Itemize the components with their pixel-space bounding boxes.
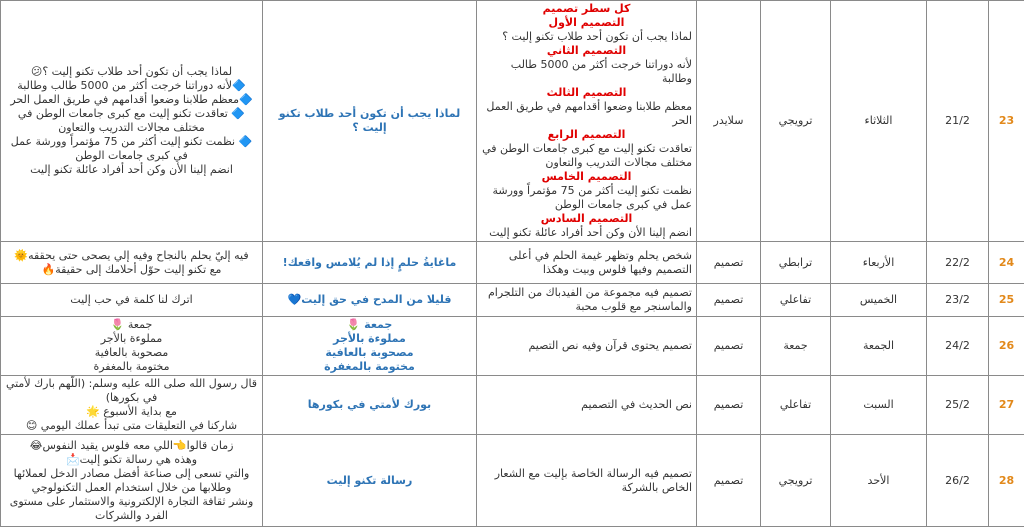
post-text-line: اترك لنا كلمة في حب إليت <box>5 293 258 307</box>
post-text-line: 🔷 تعاقدت تكنو إليت مع كبرى جامعات الوطن في مختلف مجالات التدريب والتعاون <box>5 107 258 135</box>
post-title-cell <box>263 376 477 435</box>
post-title-line: مصحوبة بالعافية <box>267 346 472 360</box>
day-cell-text: الجمعة <box>863 339 894 352</box>
post-text-line: مع بداية الأسبوع 🌟 <box>5 405 258 419</box>
content-type-cell <box>697 435 761 527</box>
kind-cell-text: ترويجي <box>779 474 813 487</box>
date-cell-text: 25/2 <box>945 398 970 411</box>
design-text: لماذا يجب أن تكون أحد طلاب تكنو إليت ؟ <box>481 30 692 44</box>
post-text-line: انضم إلينا الأن وكن أحد أفراد عائلة تكنو إليت <box>5 163 258 177</box>
post-text-line: شاركنا في التعليقات متى تبدأ عملك اليومي 😊 <box>5 419 258 433</box>
content-type-cell <box>697 242 761 284</box>
date-cell-text: 24/2 <box>945 339 970 352</box>
kind-cell-text: تفاعلي <box>780 293 811 306</box>
kind-cell-text: ترويجي <box>779 114 813 127</box>
post-text-line: ونشر ثقافة التجارة الإلكترونية والاستثمار على مستوى الفرد والشركات <box>5 495 258 523</box>
design-description-cell <box>477 242 697 284</box>
day-cell-text: الخميس <box>860 293 897 306</box>
date-cell <box>927 435 989 527</box>
design-heading: كل سطر تصميم <box>481 2 692 16</box>
day-cell <box>831 376 927 435</box>
day-cell-text: السبت <box>863 398 893 411</box>
post-text-line: فيه إليّ يحلم بالنجاح وفيه إلي يصحى حتى يحققه🌞 <box>5 249 258 263</box>
post-title-cell <box>263 284 477 317</box>
kind-cell-text: ترابطي <box>779 256 812 269</box>
kind-cell <box>761 317 831 376</box>
day-cell <box>831 284 927 317</box>
row-number-text: 26 <box>999 339 1014 352</box>
row-number <box>989 317 1024 376</box>
post-text-line: مختومة بالمغفرة <box>5 360 258 374</box>
row-number-text: 27 <box>999 398 1014 411</box>
post-title: بورك لأمتي في بكورها <box>308 398 431 411</box>
design-heading: التصميم الرابع <box>481 128 692 142</box>
date-cell <box>927 317 989 376</box>
design-text: لأنه دوراتنا خرجت أكثر من 5000 طالب وطالبة <box>481 58 692 86</box>
kind-cell <box>761 376 831 435</box>
table-row <box>1 284 1024 317</box>
post-title-line: مملوءة بالأجر <box>267 332 472 346</box>
table-row <box>1 242 1024 284</box>
design-description-cell <box>477 1 697 242</box>
kind-cell <box>761 1 831 242</box>
design-text: تصميم فيه الرسالة الخاصة بإليت مع الشعار الخاص بالشركة <box>481 467 692 495</box>
table-row <box>1 1 1024 242</box>
table-row <box>1 435 1024 527</box>
design-heading: التصميم الثاني <box>481 44 692 58</box>
kind-cell <box>761 284 831 317</box>
design-text: معظم طلابنا وضعوا أقدامهم في طريق العمل الحر <box>481 100 692 128</box>
post-title: ماغايةُ حلمٍ إذا لم يُلامس واقعك! <box>283 256 457 269</box>
kind-cell <box>761 242 831 284</box>
post-title: لماذا يجب أن تكون أحد طلاب تكنو إليت ؟ <box>279 107 460 134</box>
post-title: رسالة تكنو إليت <box>327 474 413 487</box>
design-text: تعاقدت تكنو إليت مع كبرى جامعات الوطن في مختلف مجالات التدريب والتعاون <box>481 142 692 170</box>
post-text-line: 🔷معظم طلابنا وضعوا أقدامهم في طريق العمل الحر <box>5 93 258 107</box>
design-description-cell <box>477 284 697 317</box>
post-text-cell <box>1 1 263 242</box>
post-title: قليلا من المدح في حق إليت💙 <box>288 293 452 306</box>
design-heading: التصميم السادس <box>481 212 692 226</box>
content-type-cell-text: تصميم <box>714 474 744 487</box>
content-type-cell-text: تصميم <box>714 293 744 306</box>
design-description-cell <box>477 435 697 527</box>
post-title-cell <box>263 435 477 527</box>
row-number <box>989 376 1024 435</box>
post-text-cell <box>1 317 263 376</box>
content-type-cell-text: سلايدر <box>714 114 744 127</box>
content-type-cell <box>697 284 761 317</box>
day-cell-text: الأربعاء <box>863 256 895 269</box>
post-title-line: جمعة 🌷 <box>267 318 472 332</box>
row-number-text: 28 <box>999 474 1014 487</box>
date-cell <box>927 1 989 242</box>
kind-cell-text: جمعة <box>783 339 807 352</box>
date-cell <box>927 284 989 317</box>
post-title-cell <box>263 317 477 376</box>
post-text-line: مع تكنو إليت حوّل أحلامك إلى حقيقة🔥 <box>5 263 258 277</box>
post-text-line: زمان قالوا👈اللي معه فلوس يقيد النفوس😂 <box>5 439 258 453</box>
post-text-line: مملوءة بالأجر <box>5 332 258 346</box>
row-number-text: 24 <box>999 256 1014 269</box>
row-number <box>989 242 1024 284</box>
post-text-cell <box>1 242 263 284</box>
design-description-cell <box>477 376 697 435</box>
content-type-cell <box>697 376 761 435</box>
post-text-line: وهذه هي رسالة تكنو إليت📩 <box>5 453 258 467</box>
post-text-line: مصحوبة بالعافية <box>5 346 258 360</box>
date-cell-text: 22/2 <box>945 256 970 269</box>
content-type-cell-text: تصميم <box>714 398 744 411</box>
day-cell-text: الأحد <box>868 474 890 487</box>
content-type-cell <box>697 317 761 376</box>
date-cell-text: 26/2 <box>945 474 970 487</box>
row-number-text: 23 <box>999 114 1014 127</box>
design-text: انضم إلينا الأن وكن أحد أفراد عائلة تكنو إليت <box>481 226 692 240</box>
day-cell-text: الثلاثاء <box>865 114 893 127</box>
date-cell-text: 21/2 <box>945 114 970 127</box>
content-type-cell-text: تصميم <box>714 339 744 352</box>
day-cell <box>831 242 927 284</box>
design-heading: التصميم الأول <box>481 16 692 30</box>
post-text-line: جمعة 🌷 <box>5 318 258 332</box>
content-type-cell <box>697 1 761 242</box>
day-cell <box>831 317 927 376</box>
design-text: شخص يحلم وتظهر غيمة الحلم في أعلى التصميم وفيها فلوس وبيت وهكذا <box>481 249 692 277</box>
post-title-cell <box>263 1 477 242</box>
post-text-line: لماذا يجب أن تكون أحد طلاب تكنو إليت ؟😕 <box>5 65 258 79</box>
design-heading: التصميم الثالث <box>481 86 692 100</box>
row-number-text: 25 <box>999 293 1014 306</box>
post-text-cell <box>1 435 263 527</box>
kind-cell-text: تفاعلي <box>780 398 811 411</box>
date-cell <box>927 242 989 284</box>
date-cell <box>927 376 989 435</box>
kind-cell <box>761 435 831 527</box>
design-text: تصميم يحتوى قرآن وفيه نص التصيم <box>481 339 692 353</box>
design-heading: التصميم الخامس <box>481 170 692 184</box>
post-text-line: قال رسول الله صلى الله عليه وسلم: (اللّهم بارك لأمتي في بكورها) <box>5 377 258 405</box>
content-type-cell-text: تصميم <box>714 256 744 269</box>
post-text-line: 🔷 نظمت تكنو إليت أكثر من 75 مؤتمراً وورشة عمل في كبرى جامعات الوطن <box>5 135 258 163</box>
row-number <box>989 435 1024 527</box>
row-number <box>989 1 1024 242</box>
post-text-line: والتي تسعى إلى صناعة أفضل مصادر الدخل لعملائها وطلابها من خلال استخدام العمل التكنولوجي <box>5 467 258 495</box>
post-text-cell <box>1 376 263 435</box>
date-cell-text: 23/2 <box>945 293 970 306</box>
row-number <box>989 284 1024 317</box>
post-title-line: مختومة بالمغفرة <box>267 360 472 374</box>
day-cell <box>831 1 927 242</box>
design-text: نظمت تكنو إليت أكثر من 75 مؤتمراً وورشة عمل في كبرى جامعات الوطن <box>481 184 692 212</box>
post-title-cell <box>263 242 477 284</box>
design-text: نص الحديث في التصميم <box>481 398 692 412</box>
post-text-cell <box>1 284 263 317</box>
table-row <box>1 317 1024 376</box>
post-text-line: 🔷لأنه دوراتنا خرجت أكثر من 5000 طالب وطالبة <box>5 79 258 93</box>
design-description-cell <box>477 317 697 376</box>
design-text: تصميم فيه مجموعة من الفيدباك من التلجرام والماسنجر مع قلوب محبة <box>481 286 692 314</box>
day-cell <box>831 435 927 527</box>
table-row <box>1 376 1024 435</box>
